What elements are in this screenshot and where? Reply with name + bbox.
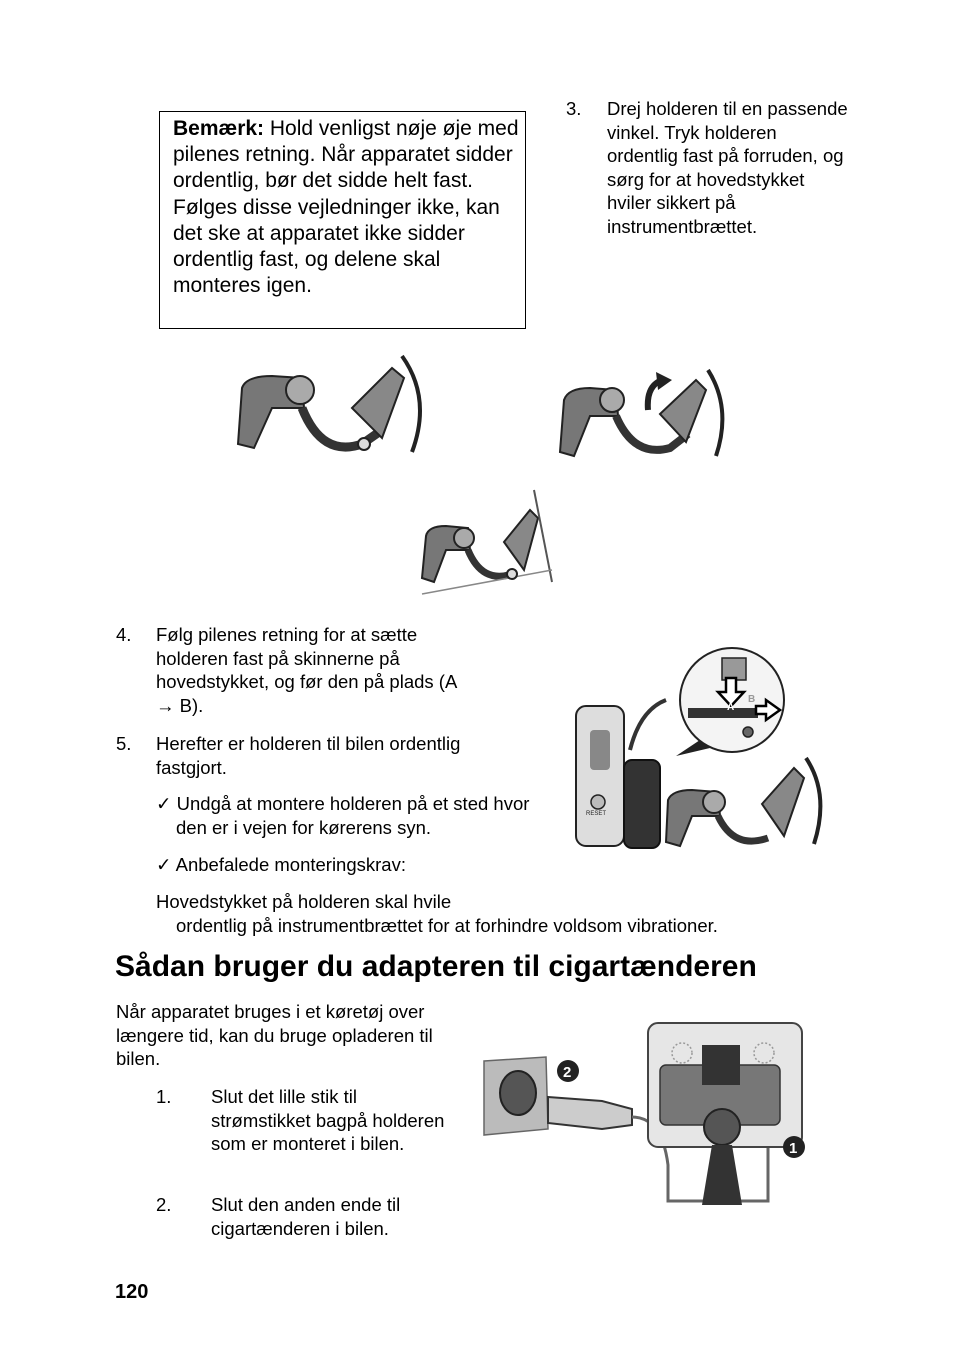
step-3-number: 3. xyxy=(566,98,582,119)
page-number: 120 xyxy=(115,1281,149,1303)
note-label: Bemærk: xyxy=(173,117,265,140)
check-item-2: ✓ Anbefalede monteringskrav: xyxy=(156,854,406,875)
callout-2-label: 2 xyxy=(563,1064,572,1081)
callout-1-label: 1 xyxy=(789,1140,798,1157)
step-4-number: 4. xyxy=(116,624,132,645)
note-text: Hold venligst nøje øje med pilenes retning. Når apparatet sidder ordentlig, bør det sidde helt fast. Følges disse vejledninger ikke, kan det ske at apparatet ikke sidder ordentlig fast, og delene skal monteres igen. xyxy=(173,117,519,298)
step-5-text: Herefter er holderen til bilen ordentlig fastgjort. xyxy=(156,733,461,778)
suction-mount-illustration-3 xyxy=(420,486,556,598)
step-4-text: Følg pilenes retning for at sætte holderen fast på skinnerne på hovedstykket, og før den på plads (A → B). xyxy=(156,624,457,716)
device-mount-illustration xyxy=(570,640,830,858)
charge-step-1-number: 1. xyxy=(156,1086,172,1107)
label-a: A xyxy=(727,702,735,713)
intro-paragraph: Når apparatet bruges i et køretøj over længere tid, kan du bruge opladeren til bilen. xyxy=(116,1001,433,1069)
charge-step-1-text: Slut det lille stik til strømstikket bagpå holderen som er monteret i bilen. xyxy=(211,1086,445,1154)
suction-mount-illustration-2 xyxy=(556,364,732,462)
label-b: B xyxy=(748,694,756,705)
reset-label: RESET xyxy=(586,811,607,817)
charge-step-2-number: 2. xyxy=(156,1194,172,1215)
note-box xyxy=(159,111,526,329)
step-3-text: Drej holderen til en passende vinkel. Tryk holderen ordentlig fast på forruden, og sørg for at hovedstykket hviler sikkert på instrumentbrættet. xyxy=(607,98,848,237)
suction-mount-illustration-1 xyxy=(232,348,432,460)
charge-step-2-text: Slut den anden ende til cigartænderen i bilen. xyxy=(211,1194,401,1239)
section-heading: Sådan bruger du adapteren til cigartænderen xyxy=(115,950,757,983)
mounting-req-line-2: ordentlig på instrumentbrættet for at forhindre voldsom vibrationer. xyxy=(176,915,718,936)
check-item-1: ✓ Undgå at montere holderen på et sted hvor den er i vejen for kørerens syn. xyxy=(156,793,530,838)
car-charger-illustration xyxy=(482,1005,810,1217)
mounting-req-line-1: Hovedstykket på holderen skal hvile xyxy=(156,891,452,912)
step-5-number: 5. xyxy=(116,733,132,754)
